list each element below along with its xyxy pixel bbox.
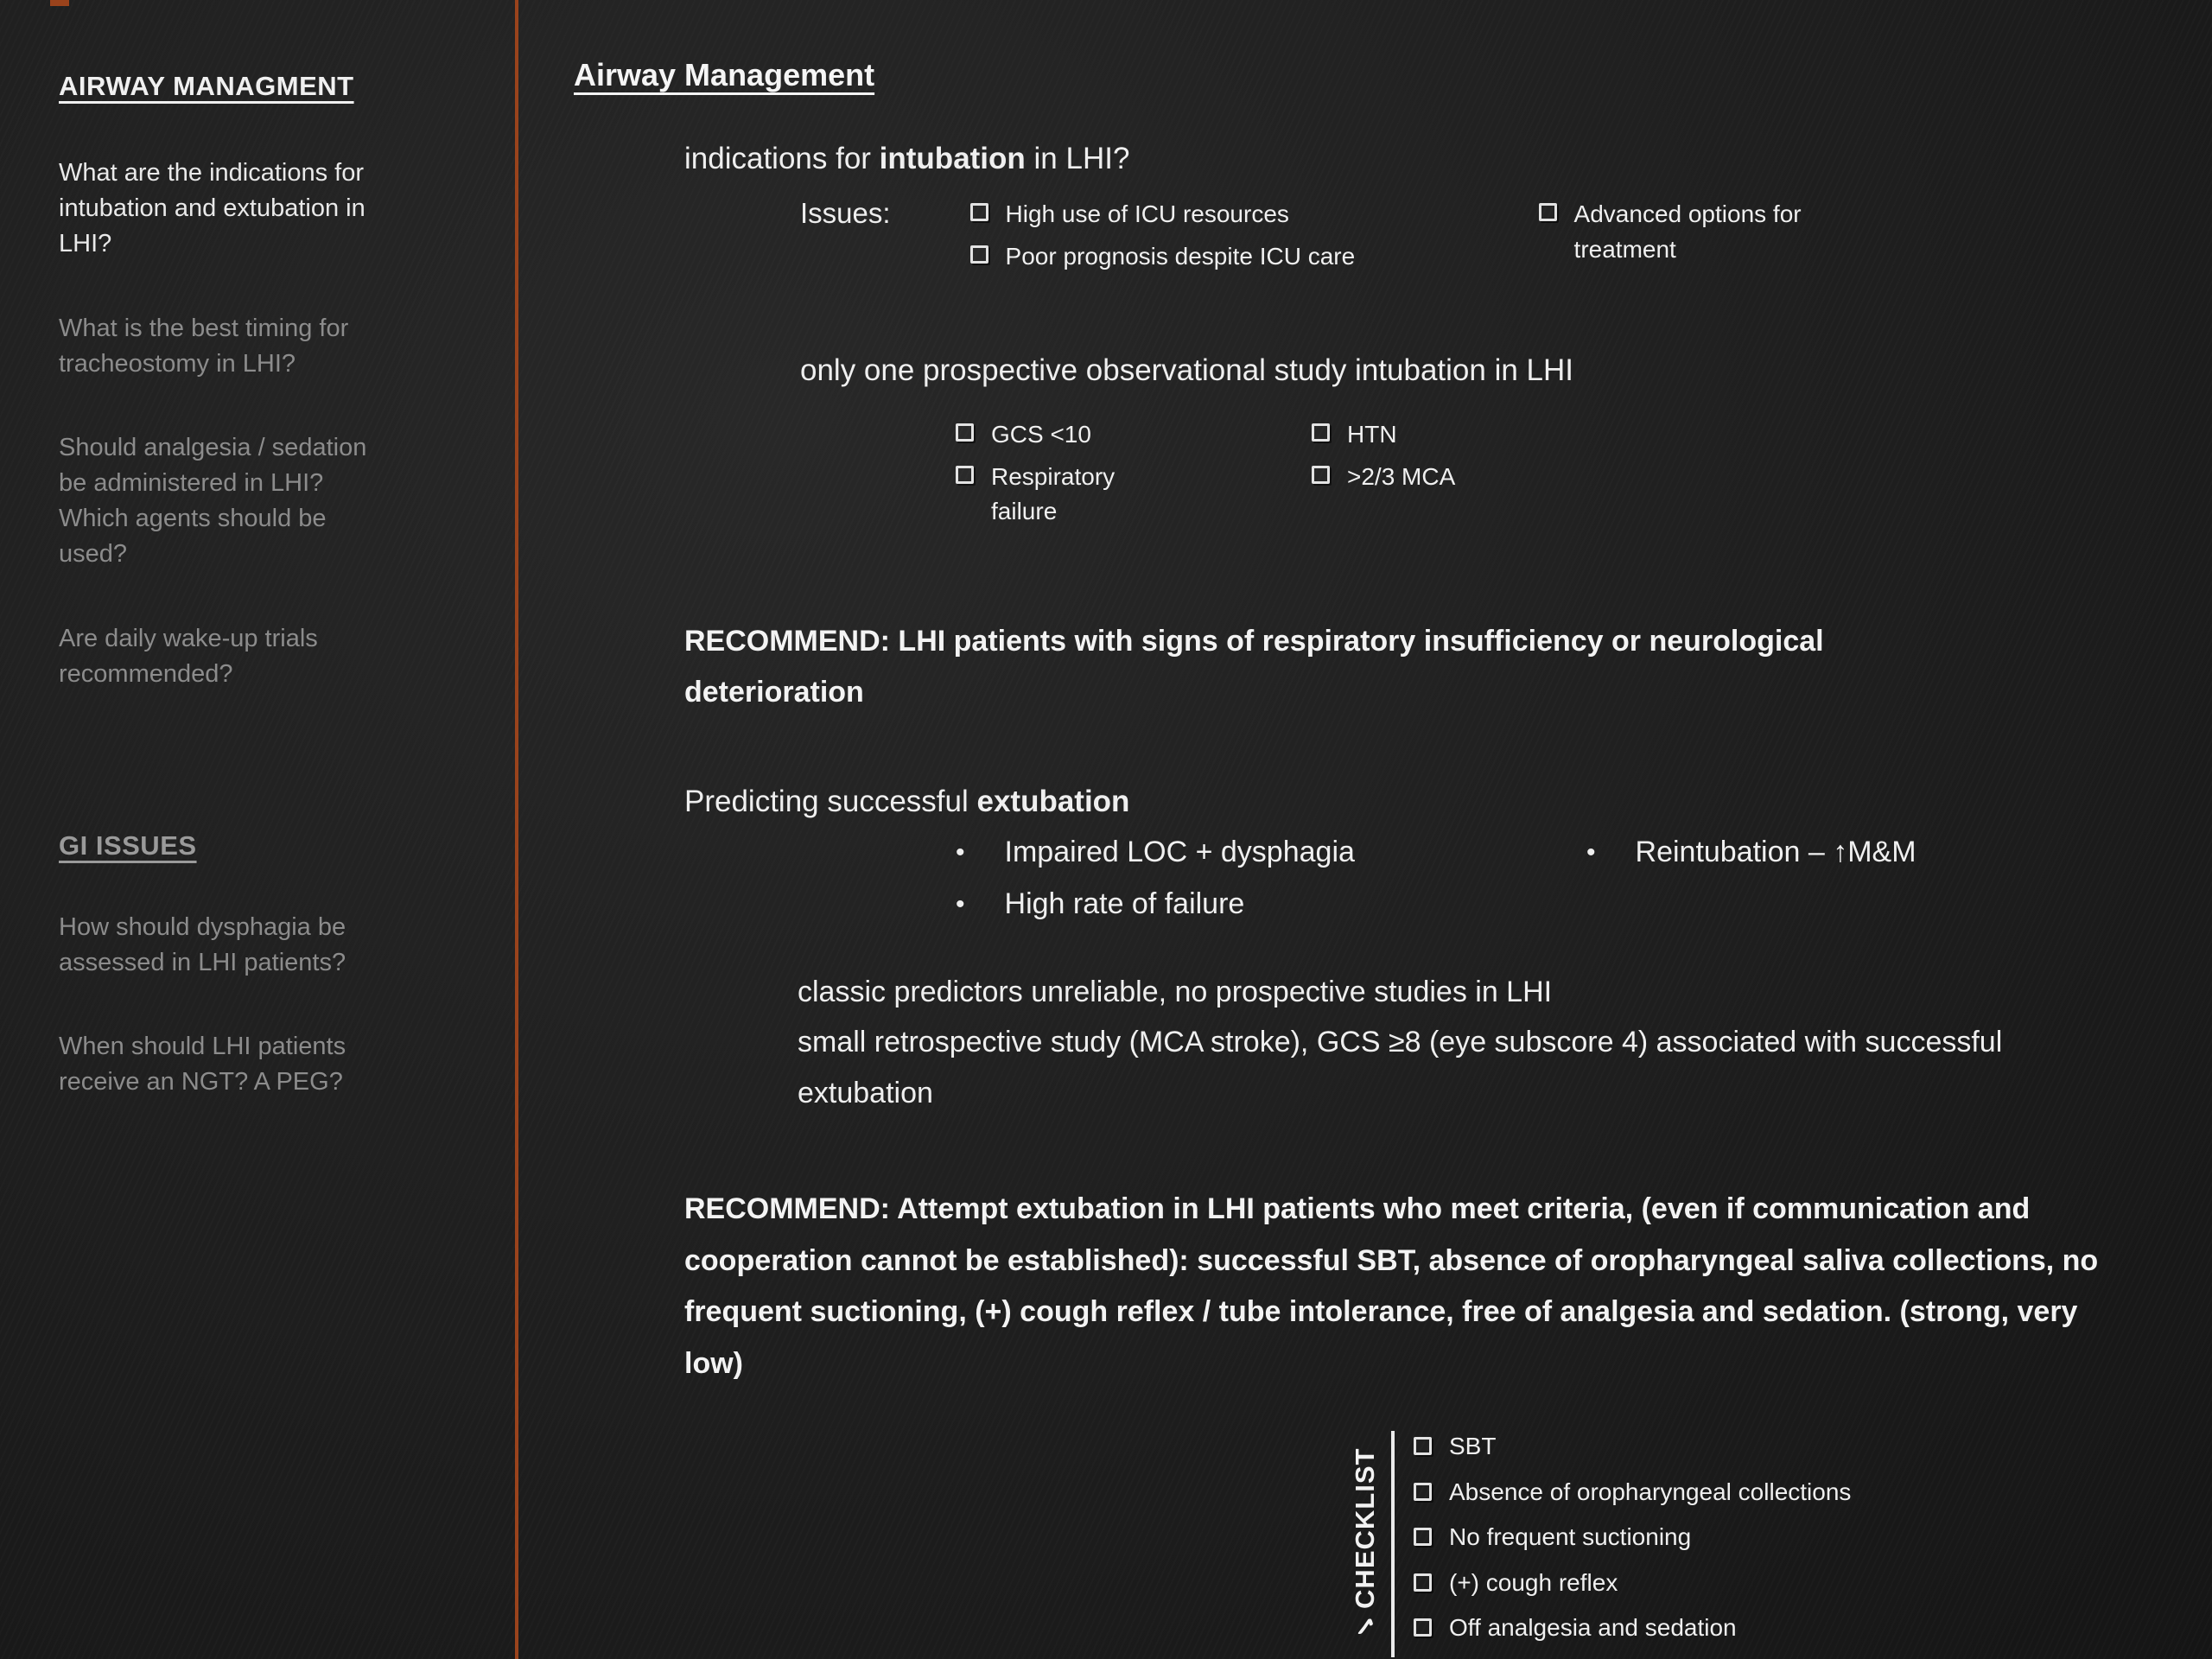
- checkbox-icon: [970, 203, 988, 221]
- sidebar-item-question-wakeup: Are daily wake-up trials recommended?: [59, 624, 318, 688]
- issues-column-1: [970, 197, 1385, 281]
- checkbox-label: Respiratory failure: [991, 462, 1116, 525]
- issues-column-2: [1539, 197, 1867, 274]
- checkbox-icon: [956, 466, 974, 484]
- study-column-1: [956, 417, 1153, 537]
- checkbox-label: Off analgesia and sedation: [1449, 1613, 1737, 1641]
- sidebar-item-question-ngt-peg: When should LHI patients receive an NGT? A PEG?: [59, 1033, 346, 1096]
- extubation-note-1: classic predictors unreliable, no prospective studies in LHI: [798, 975, 1553, 1008]
- bullet-item: [956, 885, 1517, 925]
- extubation-note-2: small retrospective study (MCA stroke), GCS ≥8 (eye subscore 4) associated with successful extubation: [798, 1026, 2003, 1109]
- checkbox-label: GCS <10: [991, 421, 1091, 448]
- checkbox-label: HTN: [1347, 421, 1397, 448]
- sidebar-heading-airway: AIRWAY MANAGMENT: [59, 71, 354, 101]
- checkbox-item: [956, 460, 1153, 530]
- checkbox-item: [1414, 1522, 1851, 1553]
- checkbox-label: (+) cough reflex: [1449, 1568, 1618, 1596]
- slide-title: Airway Management: [574, 57, 875, 92]
- checklist-label-text: CHECKLIST: [1350, 1447, 1380, 1610]
- bullet-label: High rate of failure: [1004, 887, 1245, 921]
- bullet-label: Reintubation – ↑M&M: [1635, 835, 1916, 868]
- extubation-bullets-block: [684, 833, 2177, 938]
- bullet-item: [956, 833, 1517, 874]
- checkbox-item: [956, 417, 1153, 453]
- intubation-heading-bold: intubation: [879, 142, 1026, 175]
- slide-content: [684, 142, 2177, 1657]
- issues-label: Issues:: [800, 197, 891, 229]
- intubation-heading-suffix: in LHI?: [1025, 142, 1130, 175]
- checklist-items: [1414, 1431, 1851, 1657]
- checkbox-icon: [1539, 203, 1557, 221]
- checkbox-item: [1414, 1567, 1851, 1599]
- checkbox-icon: [1414, 1483, 1432, 1501]
- checkbox-icon: [1414, 1528, 1432, 1546]
- intubation-heading-prefix: indications for: [684, 142, 880, 175]
- checkbox-label: Advanced options for treatment: [1573, 200, 1802, 263]
- checkbox-label: No frequent suctioning: [1449, 1523, 1692, 1551]
- slide-body: [518, 0, 2212, 1659]
- sidebar-item-question-dysphagia: How should dysphagia be assessed in LHI patients?: [59, 912, 346, 977]
- checkbox-icon: [1312, 466, 1330, 484]
- checkbox-item: [1539, 197, 1867, 267]
- recommendation-intubation: RECOMMEND: LHI patients with signs of respiratory insufficiency or neurological deterioration: [684, 624, 1824, 709]
- checkbox-icon: [1414, 1573, 1432, 1592]
- sidebar-heading-gi: GI ISSUES: [59, 830, 197, 861]
- bullet-label: Impaired LOC + dysphagia: [1004, 835, 1355, 868]
- recommendation-extubation: RECOMMEND: Attempt extubation in LHI patients who meet criteria, (even if communication and cooperation cannot be established): successful SBT, absence of oropharyngeal saliva collections, no frequent suctioning, (+) cough reflex / tube intolerance, free of analgesia and sedation. (strong, very low): [684, 1192, 2099, 1380]
- checkbox-icon: [1312, 423, 1330, 442]
- checkbox-item: [1414, 1477, 1851, 1508]
- sidebar-item-question-tracheostomy: What is the best timing for tracheostomy in LHI?: [59, 314, 349, 378]
- intubation-heading: [684, 142, 2177, 176]
- study-column-2: [1312, 417, 1455, 537]
- checkbox-item: [1312, 460, 1455, 495]
- checkbox-icon: [1414, 1437, 1432, 1455]
- checkbox-item: [1414, 1612, 1851, 1643]
- checkbox-item: [970, 197, 1385, 232]
- sidebar-item-question-sedation: Should analgesia / sedation be administered in LHI? Which agents should be used?: [59, 433, 367, 569]
- checkbox-item: [1414, 1431, 1851, 1462]
- extubation-checklist: [1350, 1431, 2177, 1657]
- checklist-divider: [1391, 1431, 1395, 1657]
- bullet-icon: •: [1586, 837, 1596, 867]
- sidebar-outline: [0, 0, 518, 1659]
- extubation-heading-bold: extubation: [976, 784, 1130, 818]
- checkbox-item: [970, 239, 1385, 275]
- checkbox-item: [1312, 417, 1455, 453]
- bullet-column-2: [1586, 833, 1916, 938]
- checkbox-icon: [970, 245, 988, 264]
- checkbox-label: High use of ICU resources: [1005, 200, 1289, 227]
- sidebar-item-question-intubation: What are the indications for intubation and extubation in LHI?: [59, 159, 365, 258]
- checkbox-icon: [1414, 1618, 1432, 1637]
- study-heading: only one prospective observational study intubation in LHI: [800, 353, 1573, 388]
- checkbox-label: Absence of oropharyngeal collections: [1449, 1478, 1852, 1505]
- checkbox-label: SBT: [1449, 1433, 1497, 1460]
- checkbox-label: >2/3 MCA: [1347, 462, 1456, 490]
- extubation-heading: [684, 785, 2177, 819]
- extubation-heading-prefix: Predicting successful: [684, 784, 977, 818]
- checkbox-label: Poor prognosis despite ICU care: [1005, 242, 1356, 270]
- bullet-column-1: [956, 833, 1517, 938]
- checkbox-icon: [956, 423, 974, 442]
- bullet-icon: •: [956, 837, 965, 867]
- checkmark-icon: ✓: [1350, 1609, 1380, 1642]
- accent-mark: [50, 0, 69, 6]
- bullet-item: [1586, 833, 1916, 874]
- study-criteria-block: [956, 417, 2177, 537]
- issues-block: [800, 197, 2177, 281]
- checklist-vertical-label: [1350, 1431, 1381, 1657]
- bullet-icon: •: [956, 890, 965, 919]
